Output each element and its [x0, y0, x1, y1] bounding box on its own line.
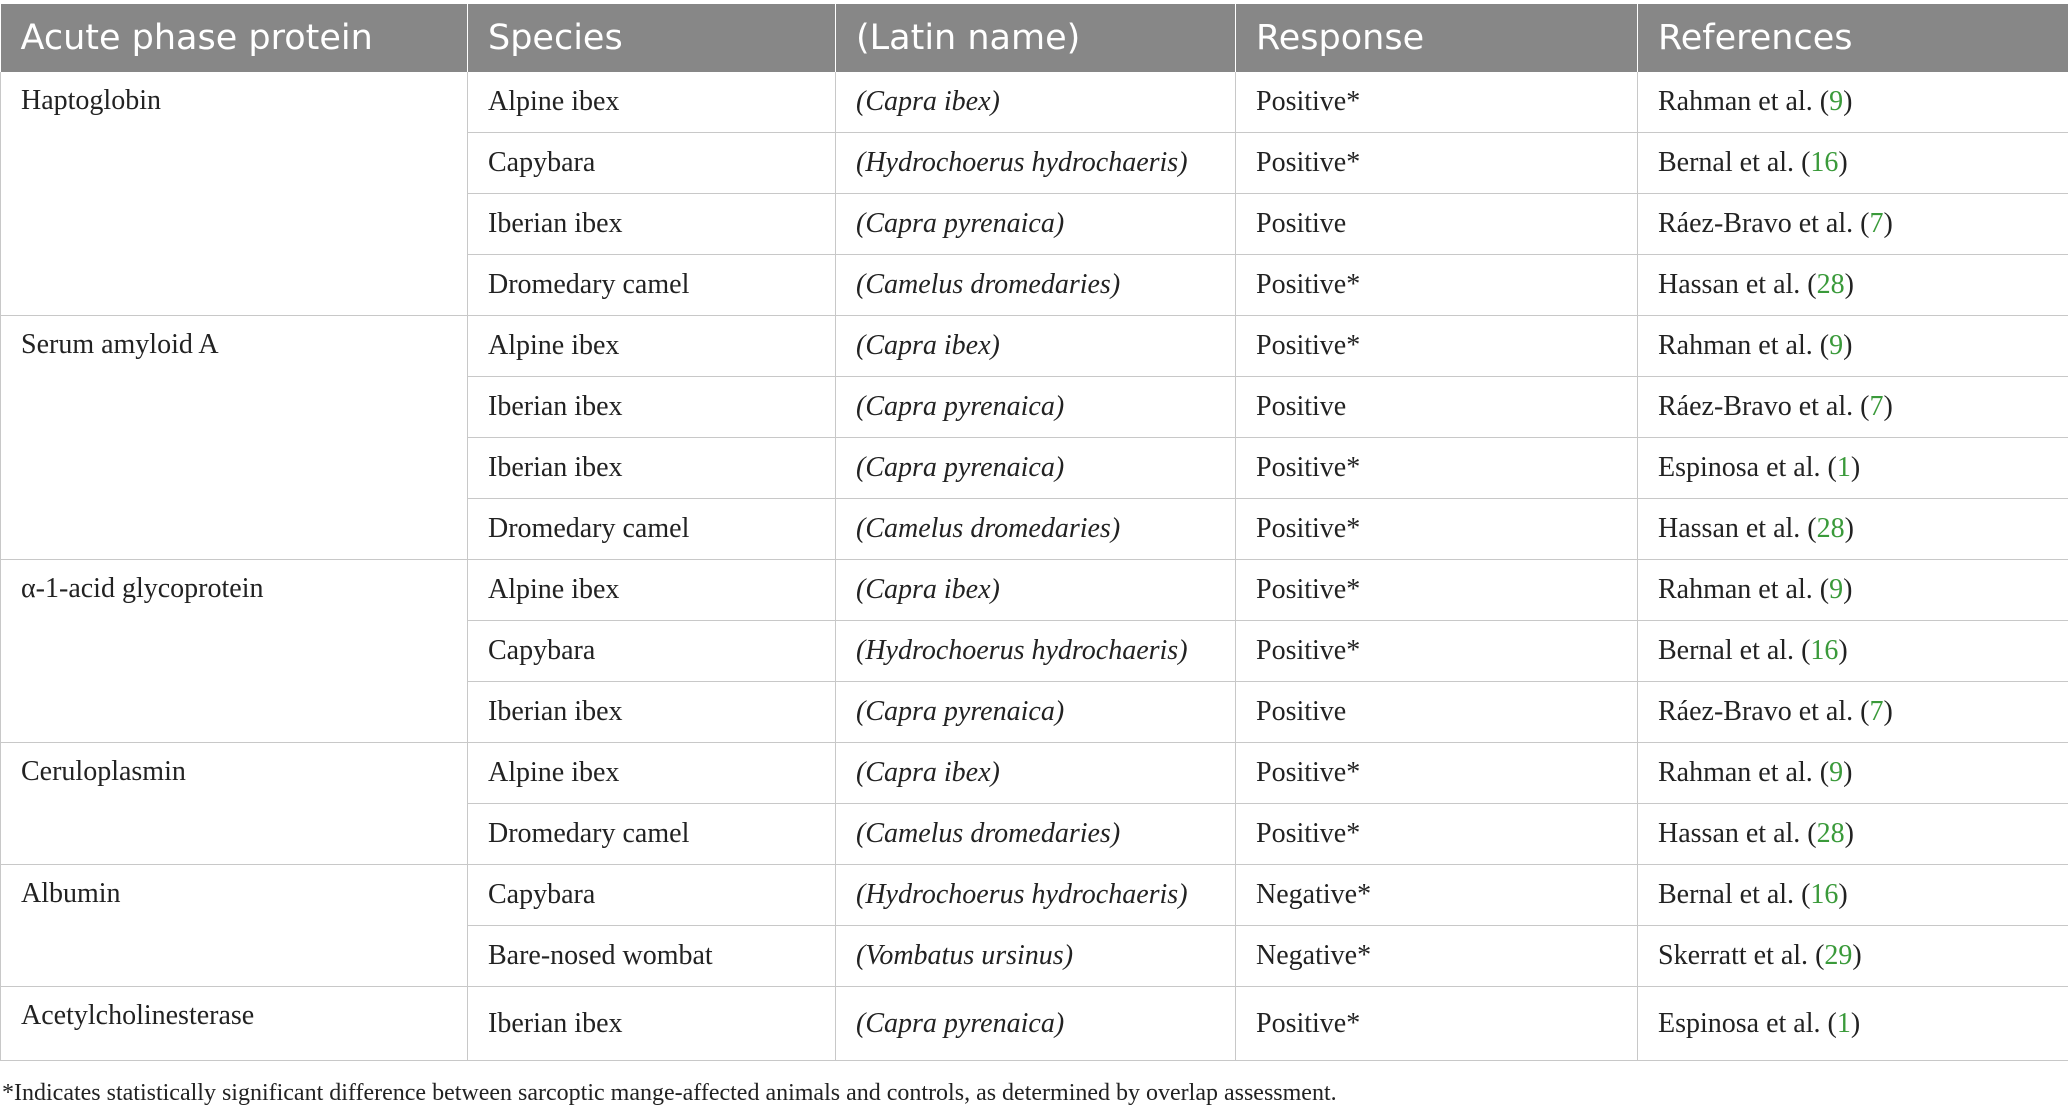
- latin-name-cell: (Capra ibex): [836, 743, 1236, 804]
- reference-cell: Ráez-Bravo et al. (7): [1638, 682, 2068, 743]
- table-container: [0, 4, 2068, 1061]
- reference-number-link[interactable]: 16: [1810, 635, 1839, 666]
- reference-author: Rahman et al.: [1658, 86, 1813, 117]
- reference-number-link[interactable]: 9: [1829, 86, 1844, 117]
- species-cell: Alpine ibex: [468, 560, 836, 621]
- response-cell: Negative*: [1236, 926, 1638, 987]
- reference-cell: Hassan et al. (28): [1638, 804, 2068, 865]
- reference-number-link[interactable]: 7: [1869, 391, 1884, 422]
- latin-name-cell: (Hydrochoerus hydrochaeris): [836, 865, 1236, 926]
- response-cell: Positive*: [1236, 804, 1638, 865]
- species-cell: Capybara: [468, 133, 836, 194]
- reference-cell: Rahman et al. (9): [1638, 316, 2068, 377]
- reference-number-link[interactable]: 9: [1829, 574, 1844, 605]
- table-row: [1, 560, 2068, 621]
- response-cell: Positive*: [1236, 255, 1638, 316]
- species-cell: Dromedary camel: [468, 499, 836, 560]
- response-cell: Positive*: [1236, 560, 1638, 621]
- reference-cell: Espinosa et al. (1): [1638, 438, 2068, 499]
- header-row: [1, 4, 2068, 72]
- protein-cell: Ceruloplasmin: [1, 743, 468, 865]
- reference-cell: Ráez-Bravo et al. (7): [1638, 194, 2068, 255]
- reference-number-link[interactable]: 9: [1829, 330, 1844, 361]
- reference-author: Rahman et al.: [1658, 757, 1813, 788]
- reference-cell: Rahman et al. (9): [1638, 743, 2068, 804]
- table-row: [1, 316, 2068, 377]
- header-references: References: [1638, 4, 2068, 72]
- species-cell: Iberian ibex: [468, 682, 836, 743]
- protein-cell: Albumin: [1, 865, 468, 987]
- reference-cell: Espinosa et al. (1): [1638, 987, 2068, 1061]
- reference-author: Ráez-Bravo et al.: [1658, 391, 1854, 422]
- protein-cell: α-1-acid glycoprotein: [1, 560, 468, 743]
- response-cell: Positive: [1236, 377, 1638, 438]
- response-cell: Positive*: [1236, 499, 1638, 560]
- latin-name-cell: (Hydrochoerus hydrochaeris): [836, 621, 1236, 682]
- latin-name-cell: (Capra pyrenaica): [836, 682, 1236, 743]
- species-cell: Iberian ibex: [468, 194, 836, 255]
- acute-phase-protein-table: [0, 4, 2068, 1061]
- latin-name-cell: (Capra pyrenaica): [836, 377, 1236, 438]
- reference-number-link[interactable]: 28: [1816, 269, 1845, 300]
- reference-number-link[interactable]: 16: [1810, 147, 1839, 178]
- reference-author: Rahman et al.: [1658, 330, 1813, 361]
- reference-cell: Bernal et al. (16): [1638, 133, 2068, 194]
- header-species: Species: [468, 4, 836, 72]
- table-row: [1, 865, 2068, 926]
- latin-name-cell: (Camelus dromedaries): [836, 255, 1236, 316]
- species-cell: Iberian ibex: [468, 438, 836, 499]
- reference-cell: Skerratt et al. (29): [1638, 926, 2068, 987]
- protein-cell: Acetylcholinesterase: [1, 987, 468, 1061]
- species-cell: Alpine ibex: [468, 316, 836, 377]
- response-cell: Negative*: [1236, 865, 1638, 926]
- reference-cell: Rahman et al. (9): [1638, 72, 2068, 133]
- table-row: [1, 72, 2068, 133]
- table-row: [1, 987, 2068, 1061]
- latin-name-cell: (Camelus dromedaries): [836, 499, 1236, 560]
- header-protein: Acute phase protein: [1, 4, 468, 72]
- reference-cell: Hassan et al. (28): [1638, 499, 2068, 560]
- reference-cell: Hassan et al. (28): [1638, 255, 2068, 316]
- reference-number-link[interactable]: 7: [1869, 208, 1884, 239]
- reference-author: Ráez-Bravo et al.: [1658, 208, 1854, 239]
- species-cell: Iberian ibex: [468, 987, 836, 1061]
- latin-name-cell: (Vombatus ursinus): [836, 926, 1236, 987]
- species-cell: Capybara: [468, 621, 836, 682]
- header-latin-name: (Latin name): [836, 4, 1236, 72]
- reference-cell: Bernal et al. (16): [1638, 621, 2068, 682]
- reference-author: Hassan et al.: [1658, 818, 1801, 849]
- table-footnote: *Indicates statistically significant difference between sarcoptic mange-affected animals and controls, as determined by overlap assessment.: [2, 1080, 1337, 1106]
- reference-author: Hassan et al.: [1658, 513, 1801, 544]
- reference-author: Skerratt et al.: [1658, 940, 1809, 971]
- protein-cell: Haptoglobin: [1, 72, 468, 316]
- response-cell: Positive*: [1236, 743, 1638, 804]
- response-cell: Positive*: [1236, 438, 1638, 499]
- reference-number-link[interactable]: 29: [1824, 940, 1853, 971]
- reference-number-link[interactable]: 9: [1829, 757, 1844, 788]
- latin-name-cell: (Capra ibex): [836, 560, 1236, 621]
- species-cell: Dromedary camel: [468, 804, 836, 865]
- species-cell: Dromedary camel: [468, 255, 836, 316]
- species-cell: Iberian ibex: [468, 377, 836, 438]
- protein-cell: Serum amyloid A: [1, 316, 468, 560]
- response-cell: Positive*: [1236, 316, 1638, 377]
- species-cell: Bare-nosed wombat: [468, 926, 836, 987]
- reference-cell: Ráez-Bravo et al. (7): [1638, 377, 2068, 438]
- latin-name-cell: (Capra pyrenaica): [836, 438, 1236, 499]
- reference-author: Espinosa et al.: [1658, 452, 1821, 483]
- reference-author: Ráez-Bravo et al.: [1658, 696, 1854, 727]
- response-cell: Positive*: [1236, 133, 1638, 194]
- reference-number-link[interactable]: 16: [1810, 879, 1839, 910]
- reference-author: Bernal et al.: [1658, 635, 1795, 666]
- reference-author: Espinosa et al.: [1658, 1007, 1821, 1039]
- latin-name-cell: (Capra pyrenaica): [836, 194, 1236, 255]
- reference-cell: Rahman et al. (9): [1638, 560, 2068, 621]
- species-cell: Alpine ibex: [468, 743, 836, 804]
- species-cell: Alpine ibex: [468, 72, 836, 133]
- reference-number-link[interactable]: 28: [1816, 818, 1845, 849]
- response-cell: Positive*: [1236, 621, 1638, 682]
- table-row: [1, 743, 2068, 804]
- reference-author: Rahman et al.: [1658, 574, 1813, 605]
- reference-cell: Bernal et al. (16): [1638, 865, 2068, 926]
- species-cell: Capybara: [468, 865, 836, 926]
- table-body: [1, 72, 2068, 1061]
- latin-name-cell: (Capra pyrenaica): [836, 987, 1236, 1061]
- reference-author: Hassan et al.: [1658, 269, 1801, 300]
- response-cell: Positive*: [1236, 987, 1638, 1061]
- latin-name-cell: (Hydrochoerus hydrochaeris): [836, 133, 1236, 194]
- reference-number-link[interactable]: 28: [1816, 513, 1845, 544]
- reference-number-link[interactable]: 1: [1836, 1007, 1851, 1039]
- response-cell: Positive: [1236, 682, 1638, 743]
- latin-name-cell: (Capra ibex): [836, 316, 1236, 377]
- reference-author: Bernal et al.: [1658, 879, 1795, 910]
- response-cell: Positive*: [1236, 72, 1638, 133]
- reference-number-link[interactable]: 1: [1836, 452, 1851, 483]
- latin-name-cell: (Capra ibex): [836, 72, 1236, 133]
- reference-author: Bernal et al.: [1658, 147, 1795, 178]
- header-response: Response: [1236, 4, 1638, 72]
- latin-name-cell: (Camelus dromedaries): [836, 804, 1236, 865]
- reference-number-link[interactable]: 7: [1869, 696, 1884, 727]
- response-cell: Positive: [1236, 194, 1638, 255]
